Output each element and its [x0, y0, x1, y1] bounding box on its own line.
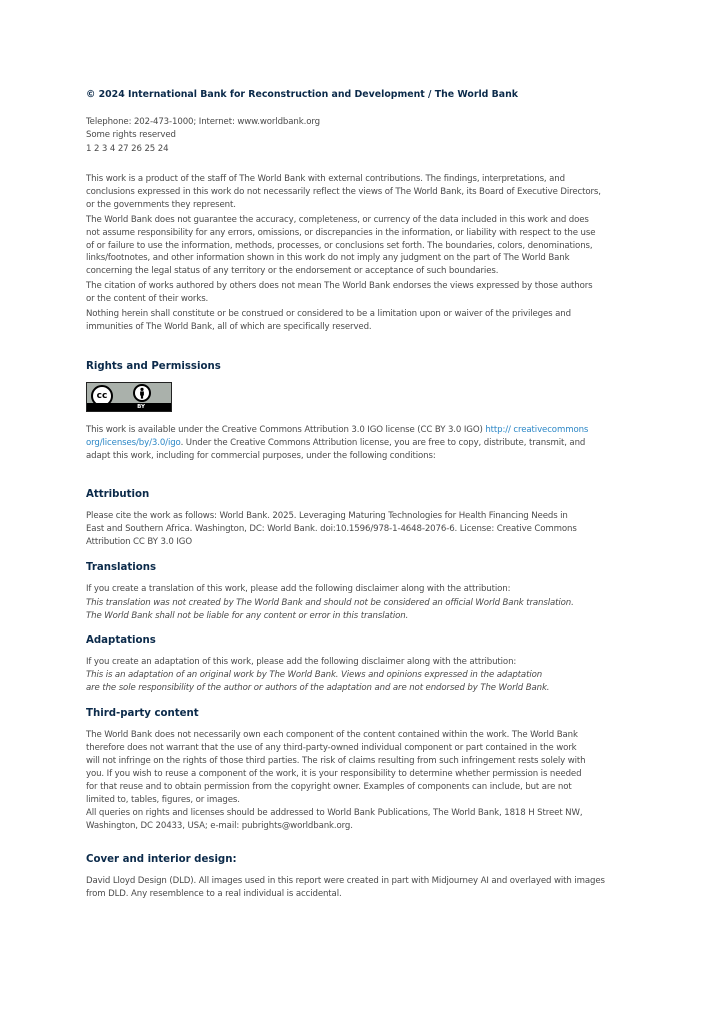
text-line: This work is a product of the staff of The World Bank with external contributions. The findings, interpretations, and [86, 174, 565, 184]
license-paragraph [86, 424, 656, 463]
text-line: East and Southern Africa. Washington, DC: World Bank. doi:10.1596/978-1-4648-2076-6. License: Creative Commons [86, 523, 577, 534]
license-text: This work is available under the Creative Commons Attribution 3.0 IGO license (CC BY 3.0 IGO) [86, 425, 486, 435]
design-heading: Cover and interior design: [86, 854, 237, 865]
attribution-person-icon [133, 384, 151, 402]
license-link[interactable]: http:// creativecommons [485, 425, 589, 435]
text-line: you. If you wish to reuse a component of the work, it is your responsibility to determine whether permission is needed [86, 768, 582, 779]
disclaimer-paragraph-1 [86, 173, 656, 212]
text-line: If you create an adaptation of this work, please add the following disclaimer along with the attribution: [86, 657, 517, 667]
adaptations-heading: Adaptations [86, 635, 156, 646]
text-line: Nothing herein shall constitute or be construed or considered to be a limitation upon or waiver of the privileges and [86, 309, 571, 320]
text-line: from DLD. Any resemblence to a real individual is accidental. [86, 888, 342, 899]
third-party-paragraph [86, 729, 656, 833]
text-line: not assume responsibility for any errors, omissions, or discrepancies in the information, or liability with respect to the use [86, 227, 596, 238]
text-line: therefore does not warrant that the use of any third-party-owned individual component or part contained in the work [86, 742, 577, 753]
text-line: Washington, DC 20433, USA; e-mail: pubrights@worldbank.org. [86, 821, 353, 832]
disclaimer-paragraph-2 [86, 214, 656, 279]
text-line: immunities of The World Bank, all of which are specifically reserved. [86, 321, 372, 332]
telephone-line: Telephone: 202-473-1000; Internet: www.worldbank.org [86, 117, 320, 127]
third-party-heading: Third-party content [86, 708, 199, 719]
text-line: All queries on rights and licenses should be addressed to World Bank Publications, The World Bank, 1818 H Street NW, [86, 808, 583, 819]
translations-heading: Translations [86, 562, 157, 573]
disclaimer-block [86, 173, 656, 334]
text-line: for that reuse and to obtain permission from the copyright owner. Examples of components can include, but are not [86, 781, 572, 792]
attribution-paragraph [86, 510, 656, 549]
text-line: The citation of works authored by others does not mean The World Bank endorses the views expressed by those authors [86, 281, 593, 292]
text-line: concerning the legal status of any territory or the endorsement or acceptance of such boundaries. [86, 266, 499, 277]
license-link-continued[interactable]: org/licenses/by/3.0/igo [86, 437, 181, 448]
italic-line: The World Bank shall not be liable for any content or error in this translation. [86, 610, 409, 621]
text-line: The World Bank does not necessarily own each component of the content contained within the work. The World Bank [86, 730, 578, 740]
adaptations-paragraph [86, 656, 656, 695]
text-line: limited to, tables, figures, or images. [86, 794, 240, 805]
design-paragraph [86, 875, 656, 901]
text-line: or the content of their works. [86, 294, 209, 305]
italic-line: are the sole responsibility of the author or authors of the adaptation and are not endorsed by The World Bank. [86, 682, 550, 693]
text-line: If you create a translation of this work, please add the following disclaimer along with the attribution: [86, 584, 511, 594]
license-text: adapt this work, including for commercial purposes, under the following conditions: [86, 450, 436, 461]
translations-paragraph [86, 583, 656, 623]
text-line: will not infringe on the rights of those third parties. The risk of claims resulting from such infringement rests solely with [86, 755, 586, 766]
text-line: or the governments they represent. [86, 199, 236, 210]
disclaimer-paragraph-3 [86, 280, 656, 306]
rights-reserved: Some rights reserved [86, 129, 176, 140]
text-line: of or failure to use the information, methods, processes, or conclusions set forth. The boundaries, colors, denominations, [86, 240, 593, 251]
cc-by-label: BY [137, 404, 145, 410]
text-line: Attribution CC BY 3.0 IGO [86, 536, 192, 547]
text-line: The World Bank does not guarantee the accuracy, completeness, or currency of the data included in this work and does [86, 214, 589, 225]
printing-line: 1 2 3 4 27 26 25 24 [86, 143, 169, 154]
cc-badge-bar [87, 403, 171, 411]
cc-by-license-badge [86, 382, 172, 412]
text-line: conclusions expressed in this work do not necessarily reflect the views of The World Bank, its Board of Executive Directors, [86, 186, 601, 197]
text-line: David Lloyd Design (DLD). All images used in this report were created in part with Midjourney AI and overlayed with images [86, 876, 605, 886]
text-line: links/footnotes, and other information shown in this work do not imply any judgment on the part of The World Bank [86, 253, 570, 264]
copyright-line: © 2024 International Bank for Reconstruction and Development / The World Bank [86, 89, 519, 100]
italic-line: This is an adaptation of an original work by The World Bank. Views and opinions expressed in the adaptation [86, 669, 543, 680]
license-text: . Under the Creative Commons Attribution license, you are free to copy, distribute, transmit, and [180, 437, 586, 448]
disclaimer-paragraph-4 [86, 308, 656, 334]
italic-line: This translation was not created by The World Bank and should not be considered an official World Bank translation. [86, 597, 574, 608]
text-line: Please cite the work as follows: World Bank. 2025. Leveraging Maturing Technologies for Health Financing Needs in [86, 511, 568, 521]
contact-block [86, 116, 656, 156]
cc-icon: cc [91, 385, 113, 407]
attribution-heading: Attribution [86, 489, 150, 500]
rights-heading: Rights and Permissions [86, 361, 221, 372]
